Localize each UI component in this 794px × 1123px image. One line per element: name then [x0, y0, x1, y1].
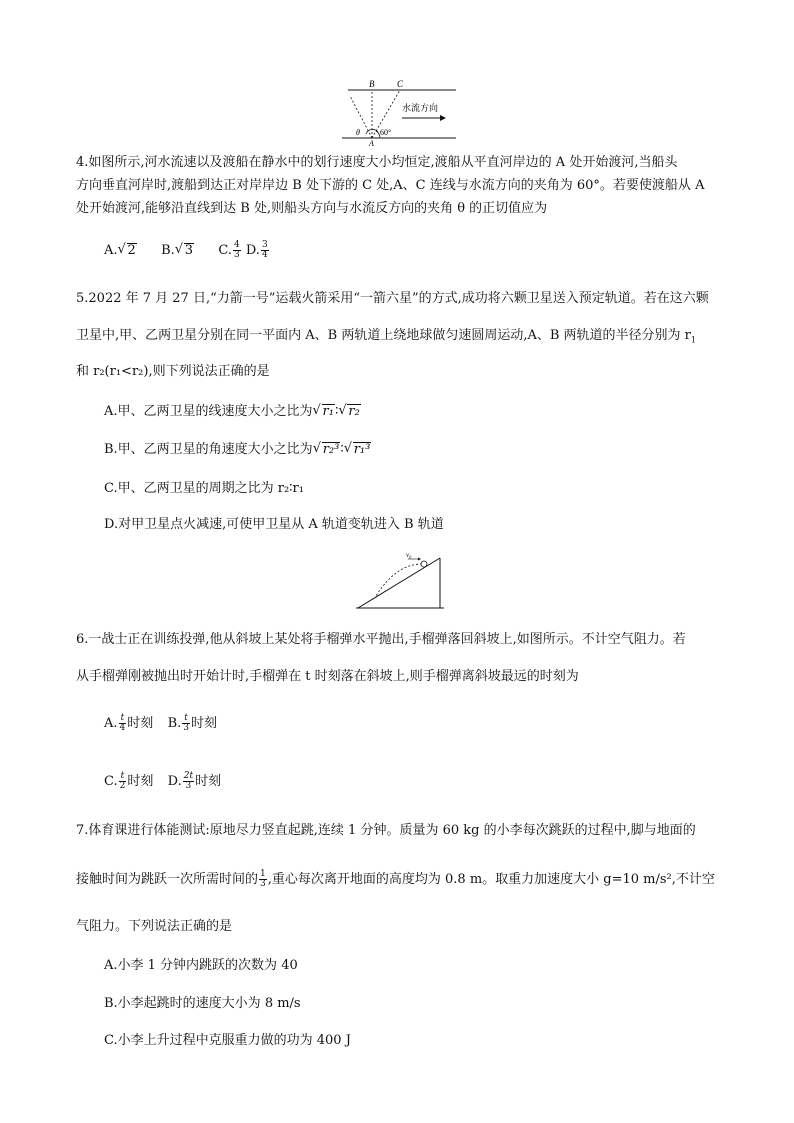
q5-line-2-subscript: 1	[690, 335, 696, 345]
slope-projectile-figure	[356, 550, 446, 612]
q7-line-2-part-1: 接触时间为跳跃一次所需时间的	[76, 872, 259, 887]
fraction-numerator: 4	[233, 240, 240, 250]
sqrt-symbol	[313, 441, 344, 459]
fraction-denominator: 3	[233, 250, 240, 260]
sqrt-symbol	[344, 441, 372, 459]
q4-line-1: 4.如图所示,河水流速以及渡船在静水中的划行速度大小均恒定,渡船从平直河岸边的 A 处开始渡河,当船头	[76, 155, 678, 170]
q7-option-a[interactable]: A.小李 1 分钟内跳跃的次数为 40	[104, 958, 298, 973]
radicand: r₂	[348, 404, 360, 419]
fraction	[233, 241, 241, 260]
q6-option-d[interactable]	[167, 771, 222, 791]
q4-line-3: 处开始渡河,能够沿直线到达 B 处,则船头方向与水流反方向的夹角 θ 的正切值应为	[76, 201, 548, 216]
fraction-denominator: 3	[183, 723, 189, 733]
q4-option-c-label: C.	[218, 243, 232, 258]
velocity-arrowhead	[418, 558, 421, 561]
q6-options-row-2	[104, 772, 221, 791]
q4-option-d-label: D.	[245, 243, 260, 258]
sqrt-symbol	[118, 242, 137, 260]
fraction-numerator: t	[119, 714, 127, 724]
fraction	[261, 241, 269, 260]
q6-line-1: 6.一战士正在训练投弹,他从斜坡上某处将手榴弹水平抛出,手榴弹落回斜坡上,如图所示。不计空气阻力。若	[76, 632, 686, 647]
river-crossing-figure	[340, 78, 460, 146]
q6-option-a-label: A.	[104, 716, 118, 731]
radicand: r₂³	[322, 442, 340, 457]
fraction	[119, 772, 127, 791]
q7-line-2	[76, 870, 715, 889]
slope-incline	[358, 558, 440, 608]
q5-line-1: 5.2022 年 7 月 27 日,“力箭一号”运载火箭采用“一箭六星”的方式,成功将六颗卫星送入预定轨道。若在这六颗	[76, 291, 709, 306]
q4-option-a-value: 2	[127, 243, 136, 258]
q5-option-a-text: A.甲、乙两卫星的线速度大小之比为	[104, 404, 313, 419]
q6-option-b-label: B.	[167, 716, 182, 731]
q4-options	[104, 241, 270, 260]
q7-line-2-part-2: ,重心每次离开地面的高度均为 0.8 m。取重力加速度大小 g=10 m/s²,不计空	[267, 872, 715, 887]
fraction	[259, 870, 267, 889]
fraction-numerator: t	[119, 772, 127, 782]
q4-option-a-label: A.	[104, 243, 118, 258]
ratio-sign: ∶	[334, 404, 339, 419]
fraction-numerator: t	[182, 714, 190, 724]
q6-option-d-label: D.	[167, 774, 182, 789]
fraction-denominator: 3	[260, 879, 266, 889]
label-A: A	[369, 139, 374, 146]
q6-line-2: 从手榴弹刚被抛出时开始计时,手榴弹在 t 时刻落在斜坡上,则手榴弹离斜坡最远的时刻为	[76, 669, 579, 684]
fraction	[183, 772, 194, 791]
q5-line-2	[76, 327, 696, 350]
q6-option-c-tail: 时刻	[127, 774, 154, 789]
fraction-numerator: 2t	[183, 771, 194, 781]
q7-line-1: 7.体育课进行体能测试:原地尽力竖直起跳,连续 1 分钟。质量为 60 kg 的小李每次跳跃的过程中,脚与地面的	[76, 823, 696, 838]
fraction-numerator: 3	[261, 240, 268, 250]
label-theta: θ	[356, 128, 360, 137]
q4-option-d[interactable]	[245, 240, 270, 260]
q4-option-c[interactable]	[218, 240, 246, 260]
label-60: 60°	[380, 128, 392, 137]
q6-options-row-1	[104, 714, 217, 733]
fraction-numerator: 1	[260, 869, 266, 879]
q4-option-b-label: B.	[161, 243, 175, 258]
q4-line-2: 方向垂直河岸时,渡船到达正对岸岸边 B 处下游的 C 处,A、C 连线与水流方向的夹角为 60°。若要使渡船从 A	[76, 178, 705, 193]
line-theta	[350, 96, 372, 138]
radicand: r₁³	[353, 442, 371, 457]
grenade	[421, 561, 427, 567]
fraction	[119, 714, 127, 733]
flow-arrowhead	[440, 115, 446, 121]
q6-option-c[interactable]	[104, 771, 154, 791]
fraction-denominator: 4	[261, 250, 268, 260]
q7-option-c[interactable]: C.小李上升过程中克服重力做的功为 400 J	[104, 1033, 351, 1048]
fraction-denominator: 2	[119, 781, 126, 791]
q6-option-c-label: C.	[104, 774, 118, 789]
fraction-denominator: 3	[185, 781, 192, 791]
q5-line-2-text: 卫星中,甲、乙两卫星分别在同一平面内 A、B 两轨道上绕地球做匀速圆周运动,A、B 两轨道的半径分别为 r	[76, 328, 691, 343]
q6-option-a[interactable]	[104, 713, 154, 733]
q5-line-3: 和 r₂(r₁<r₂),则下列说法正确的是	[76, 364, 270, 379]
q4-option-a[interactable]	[104, 243, 141, 258]
q6-option-b-tail: 时刻	[190, 716, 217, 731]
fraction	[182, 714, 190, 733]
q7-option-b[interactable]: B.小李起跳时的速度大小为 8 m/s	[104, 996, 301, 1011]
q6-option-a-tail: 时刻	[127, 716, 154, 731]
q6-option-b[interactable]	[167, 713, 217, 733]
q5-option-c[interactable]: C.甲、乙两卫星的周期之比为 r₂∶r₁	[104, 481, 304, 496]
sqrt-symbol	[175, 242, 194, 260]
label-flow: 水流方向	[402, 104, 439, 114]
q4-option-b-value: 3	[184, 243, 194, 258]
radicand: r₁	[322, 404, 334, 419]
label-C: C	[397, 79, 404, 89]
fraction-denominator: 4	[119, 723, 126, 733]
trajectory	[376, 564, 422, 596]
label-v0: v₀	[406, 551, 412, 559]
q5-option-d[interactable]: D.对甲卫星点火减速,可使甲卫星从 A 轨道变轨进入 B 轨道	[104, 517, 444, 532]
q5-option-a[interactable]	[104, 403, 361, 421]
q5-option-b-text: B.甲、乙两卫星的角速度大小之比为	[104, 442, 313, 457]
sqrt-symbol	[338, 403, 360, 421]
sqrt-symbol	[313, 403, 335, 421]
q4-option-b[interactable]	[161, 243, 198, 258]
ratio-sign: ∶	[340, 442, 344, 457]
q5-option-b[interactable]	[104, 441, 371, 459]
label-B: B	[369, 79, 375, 89]
q6-option-d-tail: 时刻	[195, 774, 222, 789]
q7-line-3: 气阻力。下列说法正确的是	[76, 919, 233, 934]
